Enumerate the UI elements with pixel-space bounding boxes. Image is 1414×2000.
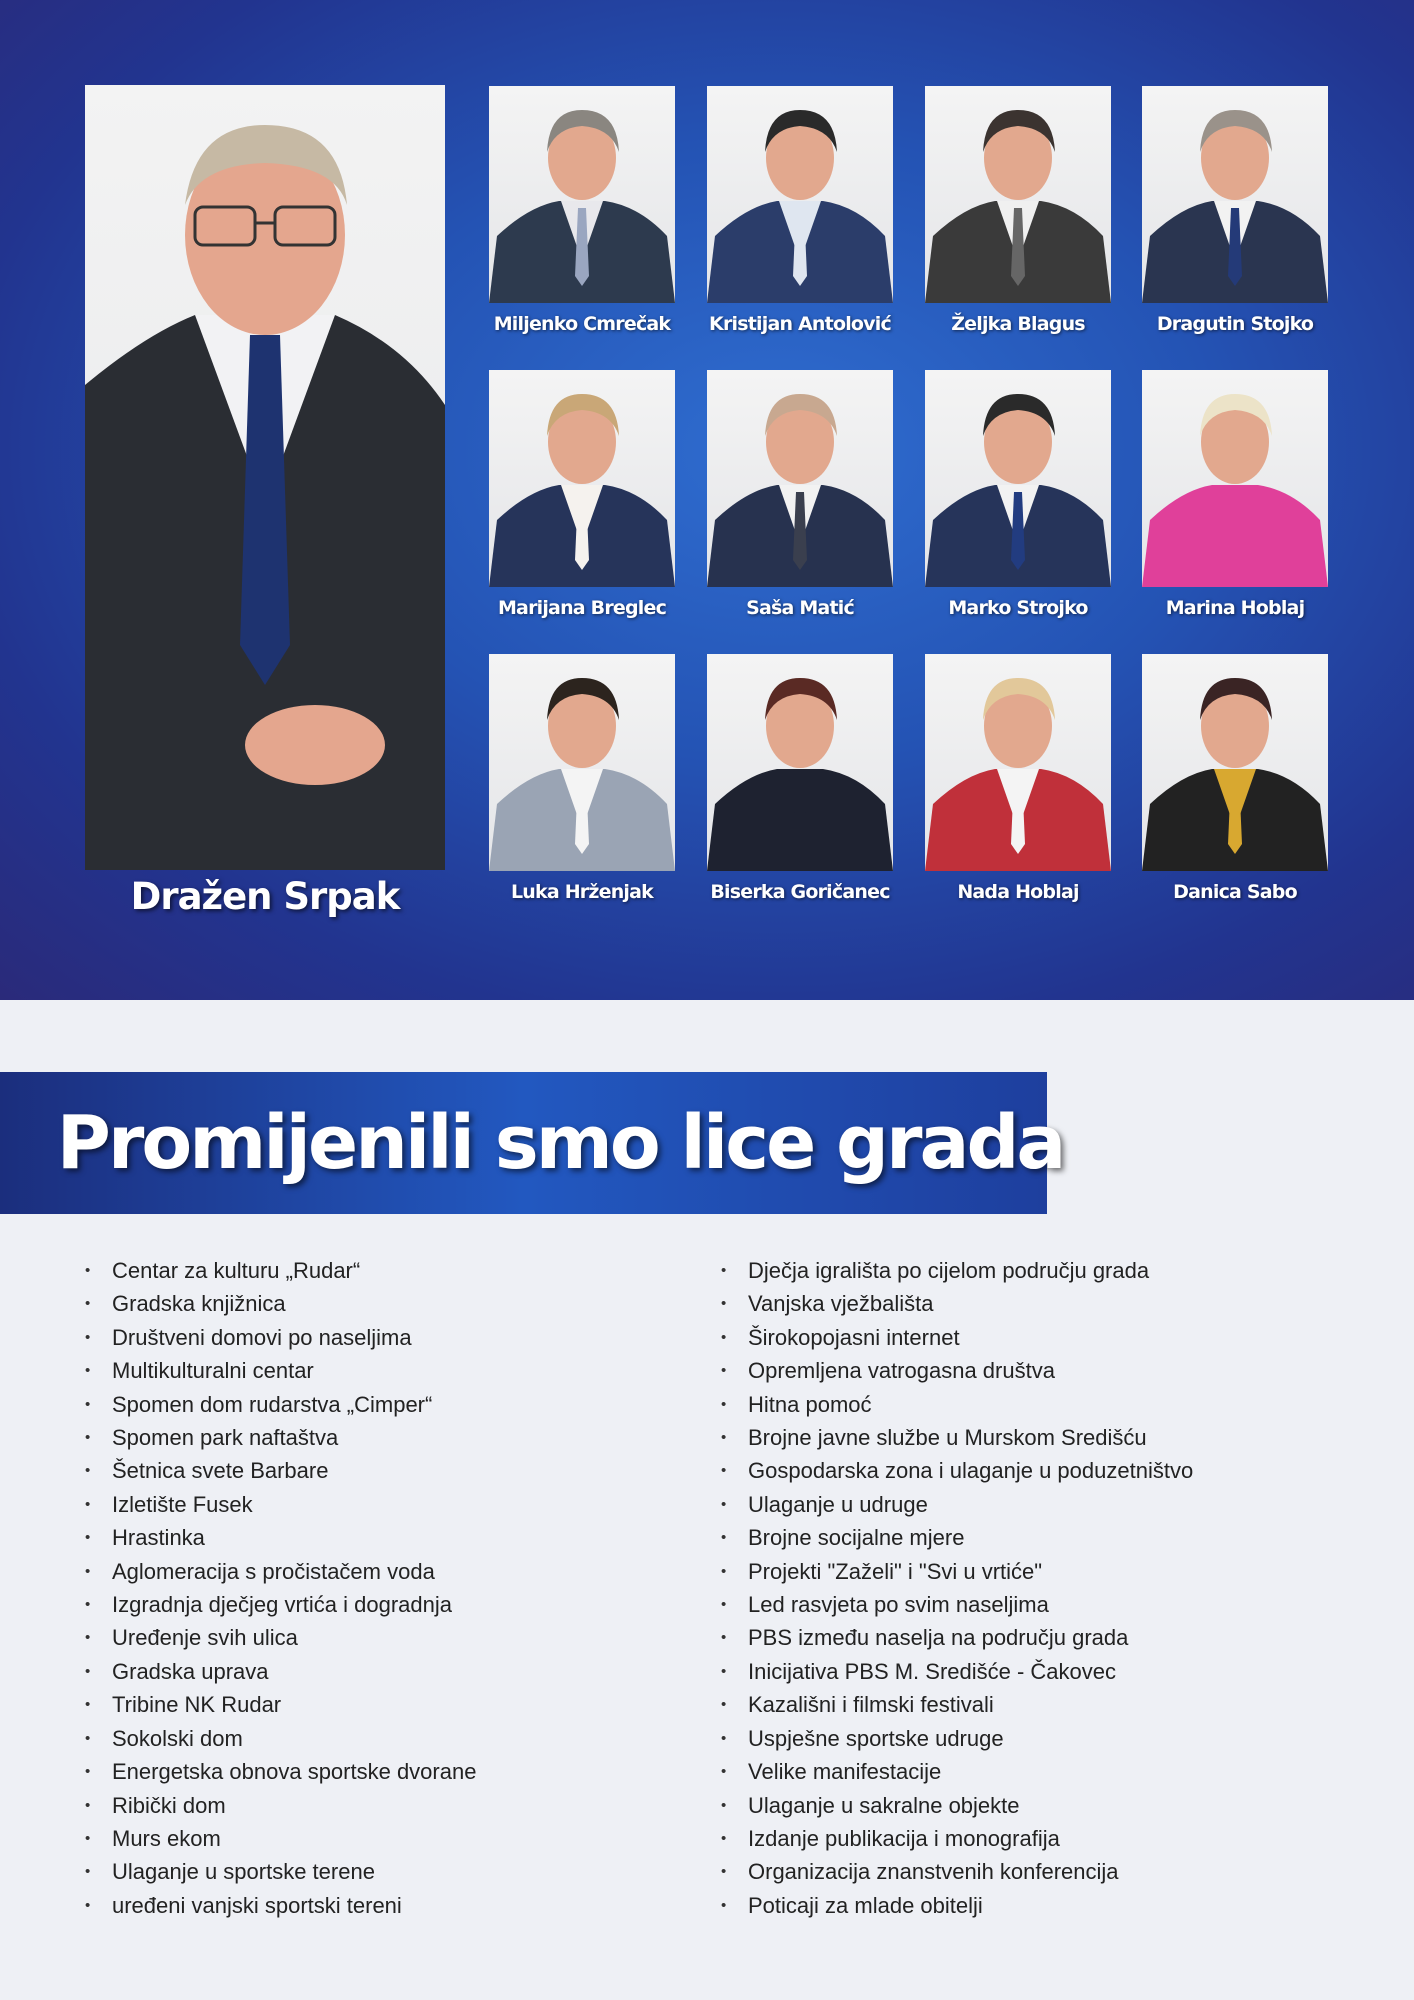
list-item: • Led rasvjeta po svim naseljima <box>721 1588 1193 1621</box>
member-photo <box>925 370 1111 587</box>
list-item: • PBS između naselja na području grada <box>721 1621 1193 1654</box>
member-card <box>1142 654 1328 903</box>
list-item: • Kazališni i filmski festivali <box>721 1688 1193 1721</box>
list-item: • Centar za kulturu „Rudar“ <box>85 1254 476 1287</box>
member-photo <box>707 654 893 871</box>
list-item: • Dječja igrališta po cijelom području grada <box>721 1254 1193 1287</box>
list-item: • Murs ekom <box>85 1822 476 1855</box>
member-name: Marijana Breglec <box>497 597 667 619</box>
list-item: • Vanjska vježbališta <box>721 1287 1193 1320</box>
list-item: • Brojne socijalne mjere <box>721 1521 1193 1554</box>
list-item: • Sokolski dom <box>85 1722 476 1755</box>
list-item: • Gospodarska zona i ulaganje u poduzetništvo <box>721 1454 1193 1487</box>
list-item: • Izdanje publikacija i monografija <box>721 1822 1193 1855</box>
list-item: • Organizacija znanstvenih konferencija <box>721 1855 1193 1888</box>
member-card <box>925 370 1111 619</box>
list-item: • Multikulturalni centar <box>85 1354 476 1387</box>
member-card <box>707 86 893 335</box>
member-name: Danica Sabo <box>1173 881 1297 903</box>
list-item: • Aglomeracija s pročistačem voda <box>85 1555 476 1588</box>
member-photo <box>1142 370 1328 587</box>
member-card <box>1142 370 1328 619</box>
lead-candidate-photo <box>85 85 445 870</box>
member-photo <box>489 86 675 303</box>
member-name: Kristijan Antolović <box>709 313 891 335</box>
member-card <box>925 86 1111 335</box>
member-photo <box>1142 654 1328 871</box>
member-photo <box>1142 86 1328 303</box>
member-photo <box>489 370 675 587</box>
member-name: Marina Hoblaj <box>1165 597 1305 619</box>
list-item: • Uređenje svih ulica <box>85 1621 476 1654</box>
list-item: • Ribički dom <box>85 1789 476 1822</box>
member-card <box>707 370 893 619</box>
member-name: Miljenko Cmrečak <box>493 313 671 335</box>
member-name: Saša Matić <box>746 597 854 619</box>
member-card <box>1142 86 1328 335</box>
member-photo <box>925 86 1111 303</box>
list-item: • Spomen park naftaštva <box>85 1421 476 1454</box>
member-name: Željka Blagus <box>951 313 1085 335</box>
member-name: Nada Hoblaj <box>957 881 1079 903</box>
member-photo <box>707 86 893 303</box>
member-name: Marko Strojko <box>948 597 1088 619</box>
list-item: • Uspješne sportske udruge <box>721 1722 1193 1755</box>
list-item: • Društveni domovi po naseljima <box>85 1321 476 1354</box>
list-item: • Širokopojasni internet <box>721 1321 1193 1354</box>
list-item: • Gradska uprava <box>85 1655 476 1688</box>
list-item: • Brojne javne službe u Murskom Središću <box>721 1421 1193 1454</box>
list-item: • Hitna pomoć <box>721 1388 1193 1421</box>
member-card <box>489 86 675 335</box>
member-name: Dragutin Stojko <box>1156 313 1314 335</box>
list-item: • Ulaganje u sportske terene <box>85 1855 476 1888</box>
member-photo <box>707 370 893 587</box>
member-card <box>925 654 1111 903</box>
list-item: • Izletište Fusek <box>85 1488 476 1521</box>
list-item: • Velike manifestacije <box>721 1755 1193 1788</box>
member-photo <box>925 654 1111 871</box>
slogan-title: Promijenili smo lice grada <box>56 1100 1064 1186</box>
list-item: • Ulaganje u udruge <box>721 1488 1193 1521</box>
list-item: • Inicijativa PBS M. Središće - Čakovec <box>721 1655 1193 1688</box>
list-item: • Hrastinka <box>85 1521 476 1554</box>
list-item: • Tribine NK Rudar <box>85 1688 476 1721</box>
list-item: • Izgradnja dječjeg vrtića i dogradnja <box>85 1588 476 1621</box>
achievements-list-right <box>721 1254 1193 1922</box>
list-item: • Gradska knjižnica <box>85 1287 476 1320</box>
list-item: • Opremljena vatrogasna društva <box>721 1354 1193 1387</box>
list-item: • uređeni vanjski sportski tereni <box>85 1889 476 1922</box>
member-card <box>489 370 675 619</box>
lead-candidate-name: Dražen Srpak <box>130 875 400 918</box>
member-name: Luka Hrženjak <box>510 881 654 903</box>
member-name: Biserka Goričanec <box>710 881 890 903</box>
list-item: • Poticaji za mlade obitelji <box>721 1889 1193 1922</box>
member-card <box>489 654 675 903</box>
achievements-list-left <box>85 1254 476 1922</box>
list-item: • Šetnica svete Barbare <box>85 1454 476 1487</box>
list-item: • Energetska obnova sportske dvorane <box>85 1755 476 1788</box>
list-item: • Ulaganje u sakralne objekte <box>721 1789 1193 1822</box>
list-item: • Spomen dom rudarstva „Cimper“ <box>85 1388 476 1421</box>
member-photo <box>489 654 675 871</box>
member-card <box>707 654 893 903</box>
list-item: • Projekti "Zaželi" i "Svi u vrtiće" <box>721 1555 1193 1588</box>
